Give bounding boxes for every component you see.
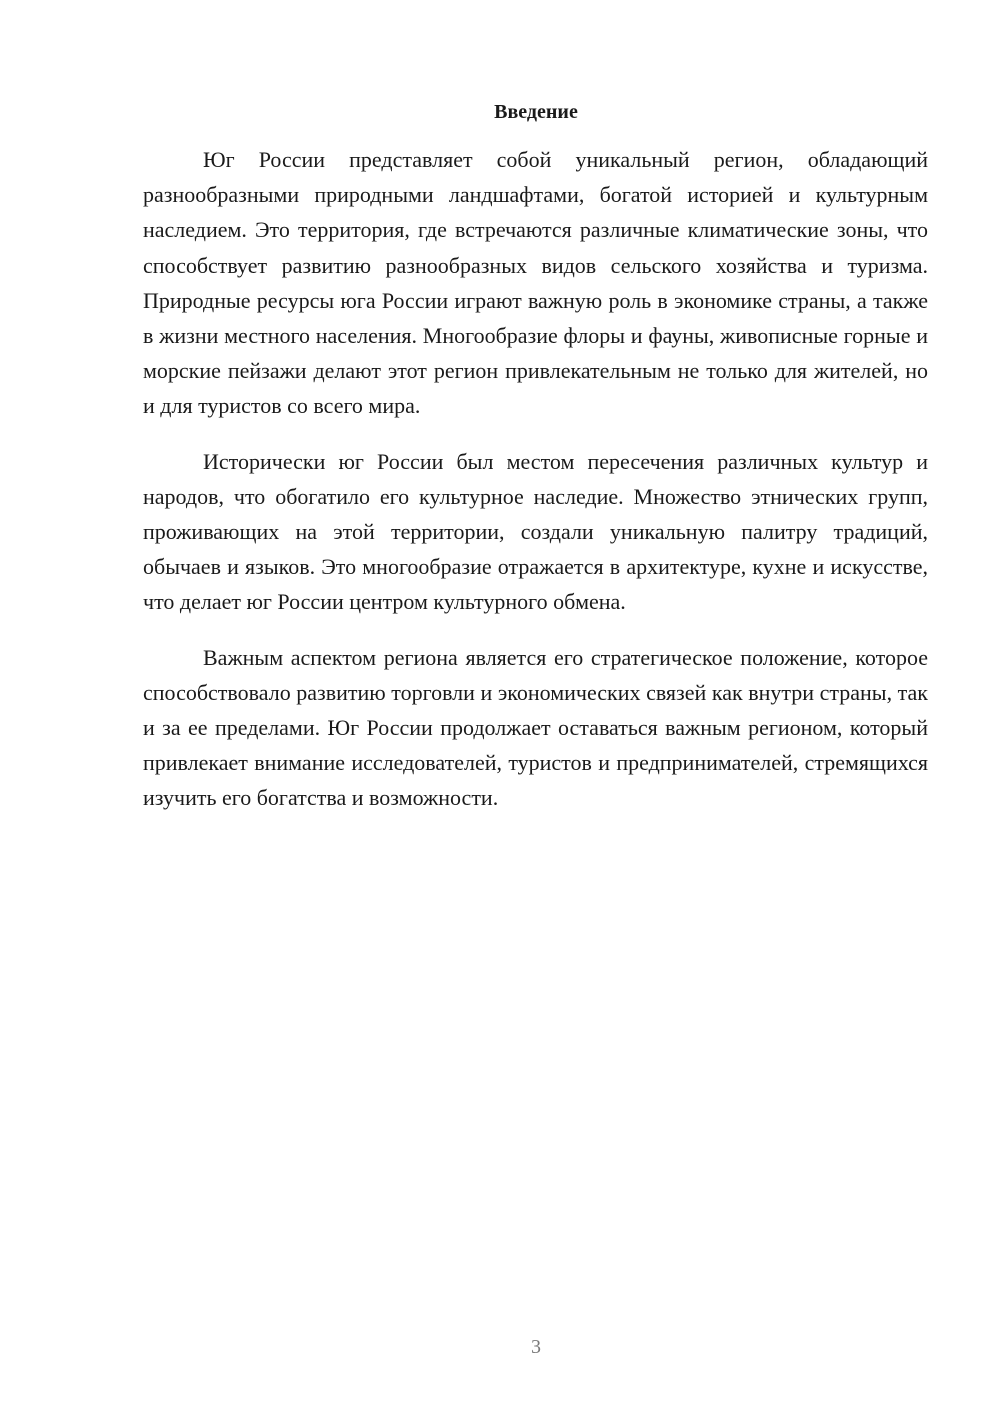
section-title: Введение [494,101,578,123]
paragraph-1: Юг России представляет собой уникальный регион, обладающий разнообразными природными ландшафтами, богатой историей и культурным наследием. Это территория, где встречаются различные климатические зоны, что способствует развитию разнообразных видов сельского хозяйства и туризма. Природные ресурсы юга России играют важную роль в экономике страны, а также в жизни местного населения. Многообразие флоры и фауны, живописные горные и морские пейзажи делают этот регион привлекательным не только для жителей, но и для туристов со всего мира. [143,147,928,419]
body-text [143,142,928,836]
paragraph-3: Важным аспектом региона является его стратегическое положение, которое способствовало развитию торговли и экономических связей как внутри страны, так и за ее пределами. Юг России продолжает оставаться важным регионом, который привлекает внимание исследователей, туристов и предпринимателей, стремящихся изучить его богатства и возможности. [143,644,928,811]
page-number: 3 [531,1336,541,1358]
paragraph-2: Исторически юг России был местом пересечения различных культур и народов, что обогатило его культурное наследие. Множество этнических групп, проживающих на этой территории, создали уникальную палитру традиций, обычаев и языков. Это многообразие отражается в архитектуре, кухне и искусстве, что делает юг России центром культурного обмена. [143,448,928,615]
